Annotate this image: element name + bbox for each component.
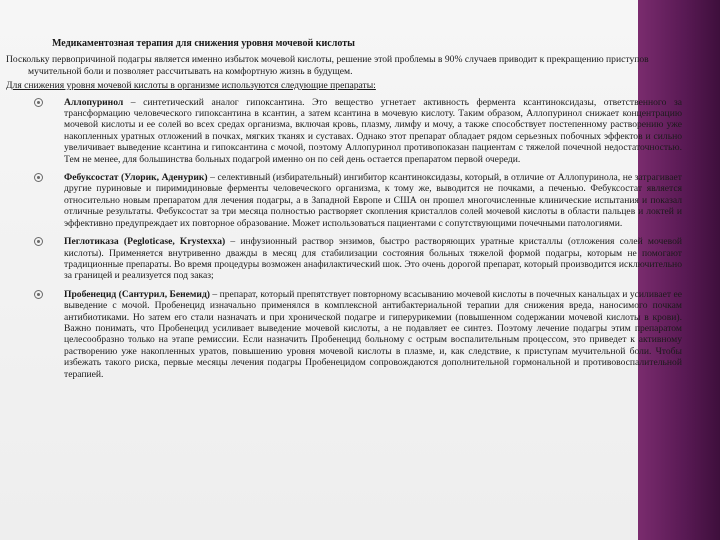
drug-name: Фебуксостат (Улорик, Аденурик) [64,172,208,184]
drug-item-probenecid [6,289,682,380]
drug-item-allopurinol [6,97,682,165]
drug-description: – препарат, который препятствует повторному всасыванию мочевой кислоты в почечных канальцах и усиливает ее выведение с мочой. Пробенецид изначально применялся в комплексной антибактериальной терапии для снижения вреда, наносимого почкам антибиотиками. Но затем его стали назначать и при хронической подагре и гиперурикемии (повышенном содержании мочевой кислоты в крови). Важно понимать, что Пробенецид усиливает выведение мочевой кислоты, а не подавляет ее синтез. Поэтому лечение подагры этим препаратом целесообразно только на этапе ремиссии. Если назначить Пробенецид больному с острым воспалительным процессом, это приведет к активному растворению уже накопленных уратов, повышению уровня мочевой кислоты в плазме, и, как следствие, к приступам мучительной боли. Чтобы избежать такого риска, первые месяцы лечения подагры Пробенецидом сопровождаются дополнительной гормональной и противовоспалительной терапией. [64,288,682,380]
drug-item-febuxostat [6,172,682,229]
bullet-icon [34,173,43,182]
drug-description: – селективный (избирательный) ингибитор ксантиноксидазы, который, в отличие от Аллопуринола, не затрагивает другие пуриновые и пиримидиновые ферменты человеческого организма, к тому же, выводится не почками, а печенью. Фебуксостат является относительно новым препаратом для лечения подагры, а в Западной Европе и США он прошел многочисленные клинические испытания и показал отличные результаты. Фебуксостат за три месяца полностью растворяет скопления кристаллов солей мочевой кислоты в области пальцев и локтей и эффективно предупреждает их повторное образование. Может использоваться пациентами с сопутствующими почечными патологиями. [64,172,682,229]
drug-item-pegloticase [6,236,682,282]
bullet-icon [34,290,43,299]
lead-paragraph: Для снижения уровня мочевой кислоты в организме используются следующие препараты: [6,80,376,92]
document-body [6,38,682,387]
drug-name: Аллопуринол [64,96,124,108]
drug-description: – синтетический аналог гипоксантина. Это вещество угнетает активность фермента ксантиноксидазы, ответственного за трансформацию человеческого гипоксантина в ксантин, а затем ксантина в мочевую кислоту. Таким образом, Аллопуринол снижает концентрацию мочевой кислоты и ее солей во всех средах организма, включая кровь, плазму, лимфу и мочу, а также способствует постепенному растворению уже накопленных уратных отложений в почках, мягких тканях и суставах. Однако этот препарат обладает рядом серьезных побочных эффектов и сильно увеличивает выведение ксантина и гипоксантина с мочой, поэтому Аллопуринол противопоказан пациентам с тяжелой почечной недостаточностью. Тем не менее, для большинства больных подагрой именно он по сей день остается препаратом первой очереди. [64,96,682,165]
drug-name: Пеглотиказа (Pegloticase, Krystexxa) [64,236,226,248]
bullet-icon [34,98,43,107]
drug-name: Пробенецид (Сантурил, Бенемид) [64,288,210,300]
drug-description: – инфузионный раствор энзимов, быстро растворяющих уратные кристаллы (отложения солей мочевой кислоты). Применяется внутривенно дважды в месяц для стабилизации состояния больных тяжелой формой подагры, которым не помогают традиционные препараты. Во время процедуры возможен анафилактический шок. Это очень дорогой препарат, который производится исключительно за границей и реализуется под заказ; [64,236,682,282]
intro-paragraph: Поскольку первопричиной подагры является именно избыток мочевой кислоты, решение этой проблемы в 90% случаев приводит к прекращению приступов мучительной боли и позволяет рассчитывать на комфортную жизнь в будущем. [6,54,649,77]
document-title: Медикаментозная терапия для снижения уровня мочевой кислоты [52,38,355,49]
bullet-icon [34,237,43,246]
